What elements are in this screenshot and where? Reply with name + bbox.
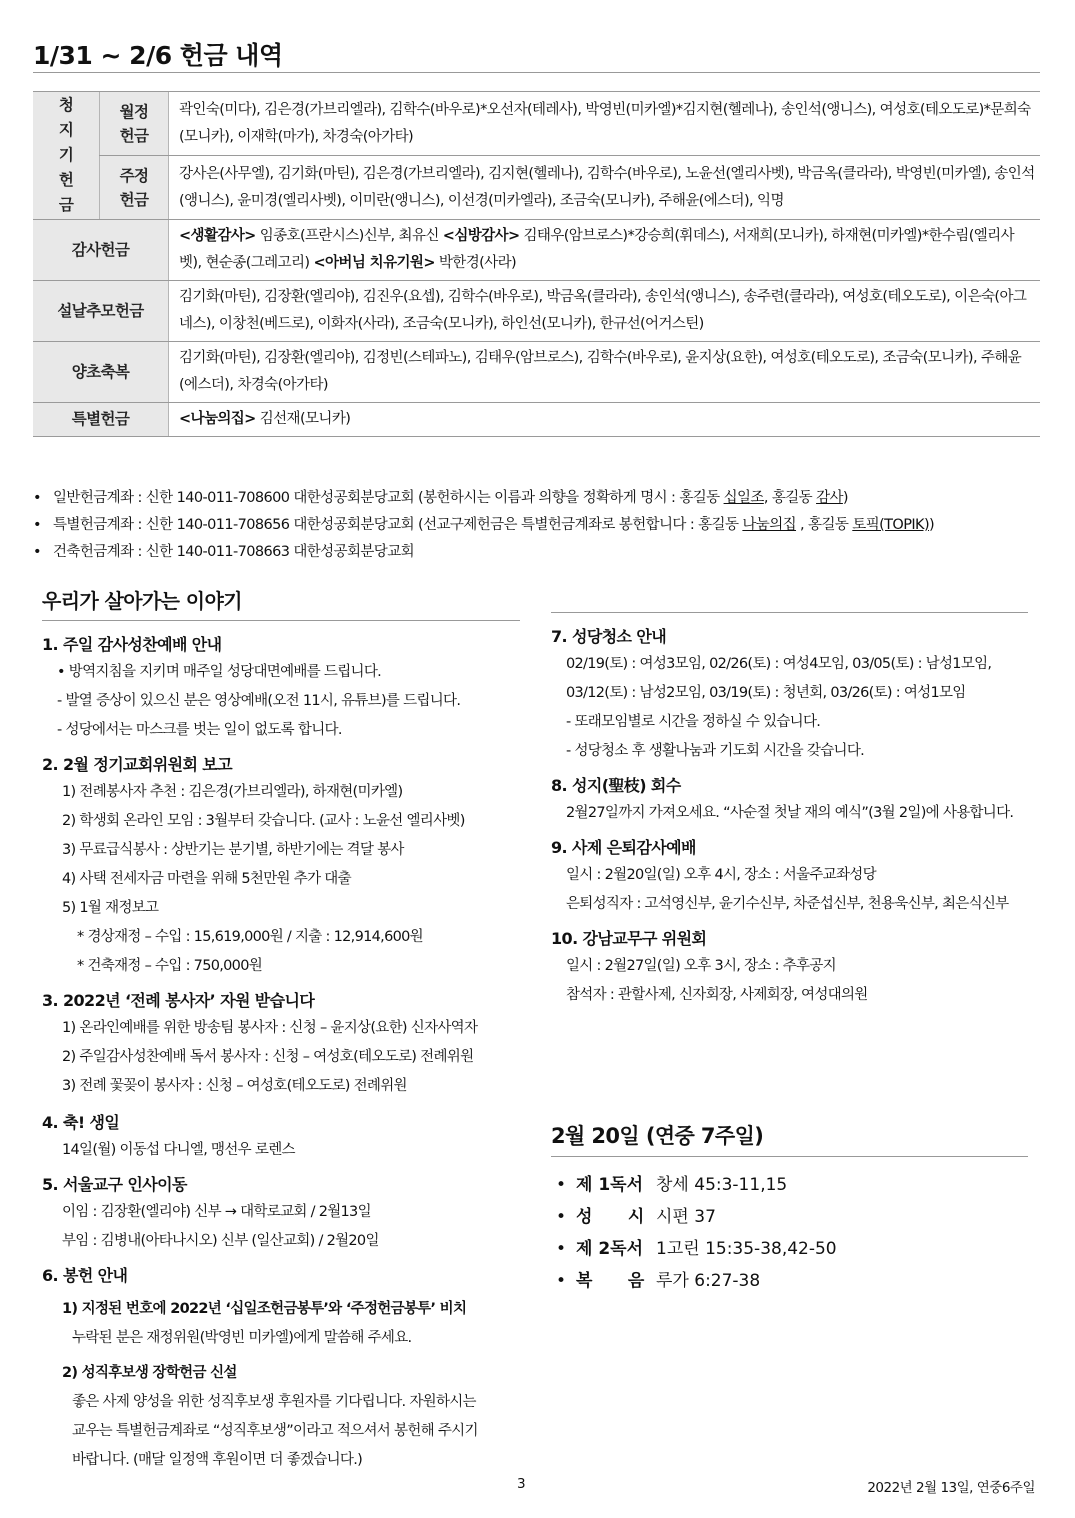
story-3-line: 1) 온라인예배를 위한 방송팀 봉사자 : 신청 – 윤지상(요한) 신자사역자: [62, 1020, 478, 1036]
thanks-names: [169, 220, 1041, 281]
reading-text: 창세 45:3-11,15: [656, 1175, 788, 1195]
offering-row-thanks: [33, 220, 1040, 281]
story-5-title: 5. 서울교구 인사이동: [42, 1175, 187, 1194]
account-building-label: 건축헌금계좌 : 신한 140-011-708663 대한성공회분당교회: [53, 544, 415, 560]
reading-label: 제 1독서: [576, 1175, 644, 1195]
reading-item: [551, 1265, 1028, 1297]
story-heading: 우리가 살아가는 이야기: [42, 585, 520, 621]
special-label: 특별헌금: [33, 403, 169, 437]
special-names: [169, 403, 1041, 437]
account-special-end: ): [929, 517, 935, 533]
story-2-line: 2) 학생회 온라인 모임 : 3월부터 갖습니다. (교사 : 노윤선 엘리사벳): [62, 813, 465, 829]
story-2-title: 2. 2월 정기교회위원회 보고: [42, 755, 233, 774]
story-right-rule: [551, 585, 1028, 613]
thanks-text-healing: 박한경(사라): [434, 255, 517, 271]
story-9-title: 9. 사제 은퇴감사예배: [551, 838, 696, 857]
account-general: [33, 485, 1043, 512]
story-10-line: 참석자 : 관할사제, 신자회장, 사제회장, 여성대의원: [566, 987, 868, 1003]
story-9-line: 일시 : 2월20일(일) 오후 4시, 장소 : 서울주교좌성당: [566, 867, 876, 883]
account-building: [33, 539, 1043, 566]
account-special: [33, 512, 1043, 539]
story-6-sub-title: 2) 성직후보생 장학헌금 신설: [62, 1365, 237, 1381]
footer-date: 2022년 2월 13일, 연중6주일: [867, 1480, 1035, 1496]
weekly-label: 주정 헌금: [119, 166, 149, 209]
thanks-text-living: 임종호(프란시스)신부, 최유신: [255, 228, 443, 244]
story-3-title: 3. 2022년 ‘전례 봉사자’ 자원 받습니다: [42, 991, 315, 1010]
thanks-tag-healing: <아버님 치유기원>: [313, 255, 435, 271]
account-special-label: 특별헌금계좌 : 신한 140-011-708656 대한성공회분당교회: [53, 517, 415, 533]
sunday-heading: 2월 20일 (연중 7주일): [551, 1120, 1028, 1157]
candle-names: 김기화(마틴), 김장환(엘리야), 김정빈(스테파노), 김태우(암브로스), 김학수(바우로), 윤지상(요한), 여성호(테오도로), 조금숙(모니카), 주해윤(에스더), 차경숙(아가타): [169, 342, 1041, 403]
story-3-line: 3) 전례 꽃꽂이 봉사자 : 신청 – 여성호(테오도로) 전례위원: [62, 1078, 407, 1094]
account-general-tithe: 십일조: [723, 490, 764, 506]
story-2-line: * 경상재정 – 수입 : 15,619,000원 / 지출 : 12,914,600원: [77, 929, 423, 945]
reading-label: 제 2독서: [576, 1239, 644, 1259]
story-5-line: 부임 : 김병내(아타나시오) 신부 (일산교회) / 2월20일: [62, 1233, 379, 1249]
story-8-title: 8. 성지(聖枝) 회수: [551, 776, 681, 795]
account-general-end: ): [842, 490, 848, 506]
reading-text: 1고린 15:35-38,42-50: [656, 1239, 837, 1259]
story-6-sub-title: 1) 지정된 번호에 2022년 ‘십일조헌금봉투’와 ‘주정헌금봉투’ 비치: [62, 1301, 467, 1317]
page-title: 1/31 ~ 2/6 헌금 내역: [33, 41, 283, 70]
account-list: [33, 485, 1043, 566]
offering-row-monthly: [33, 92, 1040, 156]
story-6-line: 바랍니다. (매달 일정액 후원이면 더 좋겠습니다.): [72, 1452, 363, 1468]
account-general-label: 일반헌금계좌 : 신한 140-011-708600 대한성공회분당교회: [53, 490, 415, 506]
story-2-line: 3) 무료급식봉사 : 상반기는 분기별, 하반기에는 격달 봉사: [62, 842, 404, 858]
story-1-line: - 발열 증상이 있으신 분은 영상예배(오전 11시, 유튜브)를 드립니다.: [57, 693, 461, 709]
seollal-names: 김기화(마틴), 김장환(엘리야), 김진우(요셉), 김학수(바우로), 박금옥(클라라), 송인석(앵니스), 송주련(클라라), 여성호(테오도로), 이은숙(아그네스), 이창천(베드로), 이화자(사라), 조금숙(모니카), 하인선(모니카), 한규선(어거스틴): [169, 281, 1041, 342]
story-1-title: 1. 주일 감사성찬예배 안내: [42, 635, 222, 654]
tithe-category: [33, 92, 100, 220]
reading-item: [551, 1201, 1028, 1233]
offering-row-weekly: [33, 156, 1040, 220]
account-general-mid: , 홍길동: [763, 490, 817, 506]
reading-text: 시편 37: [656, 1207, 716, 1227]
account-special-note: (선교구제헌금은 특별헌금계좌로 봉헌합니다 : 홍길동: [414, 517, 743, 533]
reading-text: 루가 6:27-38: [656, 1271, 761, 1291]
story-1-line: • 방역지침을 지키며 매주일 성당대면예배를 드립니다.: [57, 664, 382, 680]
weekly-label-cell: [100, 156, 169, 220]
story-10-title: 10. 강남교무구 위원회: [551, 929, 707, 948]
title-divider: [33, 72, 1040, 73]
story-8-line: 2월27일까지 가져오세요. “사순절 첫날 재의 예식”(3월 2일)에 사용합니다.: [566, 805, 1014, 821]
story-7-title: 7. 성당청소 안내: [551, 627, 667, 646]
special-tag: <나눔의집>: [179, 411, 256, 427]
candle-label: 양초축복: [33, 342, 169, 403]
reading-list: [551, 1169, 1028, 1297]
story-7-line: - 성당청소 후 생활나눔과 기도회 시간을 갖습니다.: [566, 743, 865, 759]
story-2-line: * 건축재정 – 수입 : 750,000원: [77, 958, 263, 974]
story-right-column: [551, 585, 1028, 1010]
weekly-names: 강사은(사무엘), 김기화(마틴), 김은경(가브리엘라), 김지현(헬레나), 김학수(바우로), 노윤선(엘리사벳), 박금옥(클라라), 박영빈(미카엘), 송인석(앵니스), 윤미경(엘리사벳), 이미란(앵니스), 이선경(미카엘라), 조금숙(모니카), 주해윤(에스더), 익명: [169, 156, 1041, 220]
story-2-line: 1) 전례봉사자 추천 : 김은경(가브리엘라), 하재현(미카엘): [62, 784, 403, 800]
story-1-line: - 성당에서는 마스크를 벗는 일이 없도록 합니다.: [57, 722, 342, 738]
story-6-line: 좋은 사제 양성을 위한 성직후보생 후원자를 기다립니다. 자원하시는: [72, 1394, 476, 1410]
offering-row-special: [33, 403, 1040, 437]
account-general-note: (봉헌하시는 이름과 의향을 정확하게 명시 : 홍길동: [414, 490, 724, 506]
story-6-line: 교우는 특별헌금계좌로 “성직후보생”이라고 적으셔서 봉헌해 주시기: [72, 1423, 478, 1439]
thanks-tag-living: <생활감사>: [179, 228, 256, 244]
monthly-label-cell: [100, 92, 169, 156]
offering-row-candle: [33, 342, 1040, 403]
story-4-title: 4. 축! 생일: [42, 1113, 120, 1132]
story-7-line: 02/19(토) : 여성3모임, 02/26(토) : 여성4모임, 03/05(토) : 남성1모임,: [566, 656, 992, 672]
tithe-category-label: 청 지 기 헌 금: [58, 96, 74, 214]
thanks-text-visit: 김태우(암브로스)*강승희(휘데스), 서재희(모니카), 하재현(미카엘)*한수림(엘리사벳), 현순종(그레고리): [179, 228, 1014, 271]
story-5-line: 이임 : 김장환(엘리야) 신부 → 대학로교회 / 2월13일: [62, 1204, 371, 1220]
account-general-thanks: 감사: [816, 490, 843, 506]
reading-item: [551, 1233, 1028, 1265]
story-6-line: 누락된 분은 재정위원(박영빈 미카엘)에게 말씀해 주세요.: [72, 1330, 412, 1346]
reading-label: 성 시: [576, 1207, 645, 1227]
monthly-names: 곽인숙(미다), 김은경(가브리엘라), 김학수(바우로)*오선자(테레사), 박영빈(미카엘)*김지현(헬레나), 송인석(앵니스), 여성호(테오도로)*문희숙(모니카), 이재학(마가), 차경숙(아가타): [169, 92, 1041, 156]
story-2-line: 4) 사택 전세자금 마련을 위해 5천만원 추가 대출: [62, 871, 351, 887]
monthly-label: 월정 헌금: [119, 102, 149, 145]
page-number: 3: [517, 1476, 526, 1492]
story-2-line: 5) 1월 재정보고: [62, 900, 159, 916]
offering-table: [33, 91, 1040, 437]
story-7-line: 03/12(토) : 남성2모임, 03/19(토) : 청년회, 03/26(토) : 여성1모임: [566, 685, 966, 701]
story-9-line: 은퇴성직자 : 고석영신부, 윤기수신부, 차준섭신부, 천용욱신부, 최은식신부: [566, 896, 1009, 912]
reading-item: [551, 1169, 1028, 1201]
offering-row-seollal: [33, 281, 1040, 342]
story-3-line: 2) 주일감사성찬예배 독서 봉사자 : 신청 – 여성호(테오도로) 전례위원: [62, 1049, 474, 1065]
account-special-mid: , 홍길동: [796, 517, 853, 533]
seollal-label: 설날추모헌금: [33, 281, 169, 342]
story-left-column: [42, 585, 520, 1475]
account-special-sharing: 나눔의집: [742, 517, 797, 533]
sunday-readings: [551, 1120, 1028, 1297]
story-7-line: - 또래모임별로 시간을 정하실 수 있습니다.: [566, 714, 821, 730]
story-4-line: 14일(월) 이동섭 다니엘, 맹선우 로렌스: [62, 1142, 295, 1158]
thanks-label: 감사헌금: [33, 220, 169, 281]
account-special-topik: 토픽(TOPIK): [852, 517, 930, 533]
story-10-line: 일시 : 2월27일(일) 오후 3시, 장소 : 추후공지: [566, 958, 836, 974]
reading-label: 복 음: [576, 1271, 645, 1291]
thanks-tag-visit: <심방감사>: [442, 228, 520, 244]
special-text: 김선재(모니카): [255, 411, 351, 427]
story-6-title: 6. 봉헌 안내: [42, 1266, 128, 1285]
